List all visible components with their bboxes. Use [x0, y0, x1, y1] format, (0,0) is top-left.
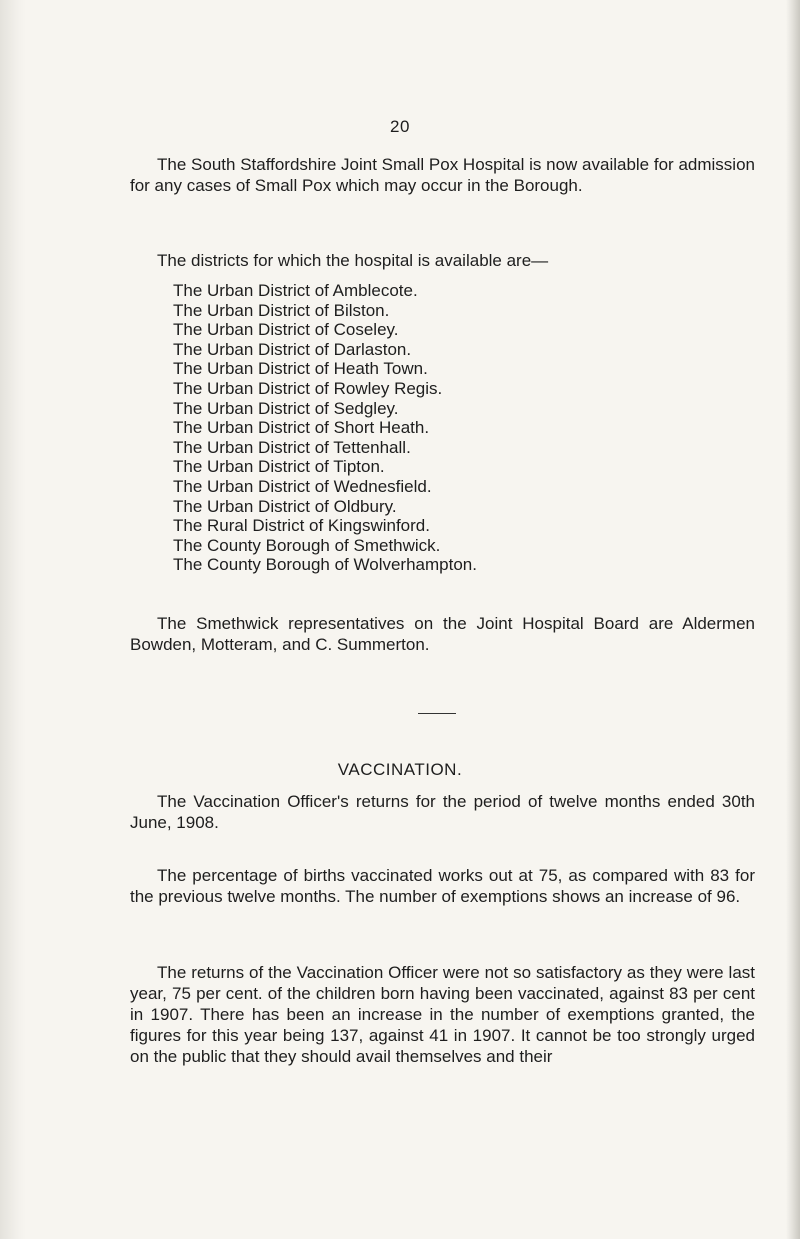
district-item: The Urban District of Wednesfield.: [173, 476, 432, 496]
board-paragraph: [130, 613, 755, 655]
scan-edge-left: [0, 0, 26, 1239]
district-item: The Urban District of Heath Town.: [173, 359, 428, 379]
district-item: The Urban District of Coseley.: [173, 320, 399, 340]
districts-lead-text: The districts for which the hospital is available are—: [157, 251, 549, 270]
district-item: The Urban District of Short Heath.: [173, 418, 430, 438]
district-item: The Urban District of Tettenhall.: [173, 437, 411, 457]
district-item: The Rural District of Kingswinford.: [173, 516, 430, 536]
district-item: The Urban District of Oldbury.: [173, 496, 397, 516]
district-item: The County Borough of Wolverhampton.: [173, 555, 477, 575]
district-item: The Urban District of Amblecote.: [173, 281, 418, 300]
district-item: The County Borough of Smethwick.: [173, 535, 441, 555]
smallpox-intro-text: The South Staffordshire Joint Small Pox Hospital is now available for admission for any cases of Small Pox which may occur in the Borough.: [130, 155, 755, 195]
vaccination-text-1: The Vaccination Officer's returns for the period of twelve months ended 30th June, 1908.: [130, 792, 755, 832]
districts-lead-paragraph: [130, 250, 755, 271]
board-text: The Smethwick representatives on the Joint Hospital Board are Aldermen Bowden, Motteram, and C. Summerton.: [130, 614, 755, 654]
vaccination-text-2: The percentage of births vaccinated works out at 75, as compared with 83 for the previous twelve months. The number of exemptions shows an increase of 96.: [130, 866, 755, 906]
district-item: The Urban District of Bilston.: [173, 300, 390, 320]
district-item: The Urban District of Sedgley.: [173, 398, 399, 418]
vaccination-paragraph-2: [130, 865, 755, 907]
section-heading-vaccination: VACCINATION.: [337, 760, 463, 779]
district-item: The Urban District of Tipton.: [173, 457, 385, 477]
page-number: 20: [390, 117, 410, 136]
vaccination-text-3: The returns of the Vaccination Officer were not so satisfactory as they were last year, 75 per cent. of the children born having been vaccinated, against 83 per cent in 1907. There has been an increase in the number of exemptions granted, the figures for this year being 137, against 41 in 1907. It cannot be too strongly urged on the public that they should avail themselves and their: [130, 963, 755, 1066]
vaccination-paragraph-3: [130, 962, 755, 1067]
district-item: The Urban District of Rowley Regis.: [173, 378, 443, 398]
smallpox-intro-paragraph: [130, 154, 755, 196]
scan-edge-right: [786, 0, 800, 1239]
vaccination-paragraph-1: [130, 791, 755, 833]
district-list: [173, 281, 477, 575]
district-item: The Urban District of Darlaston.: [173, 339, 412, 359]
section-divider: [418, 713, 456, 714]
